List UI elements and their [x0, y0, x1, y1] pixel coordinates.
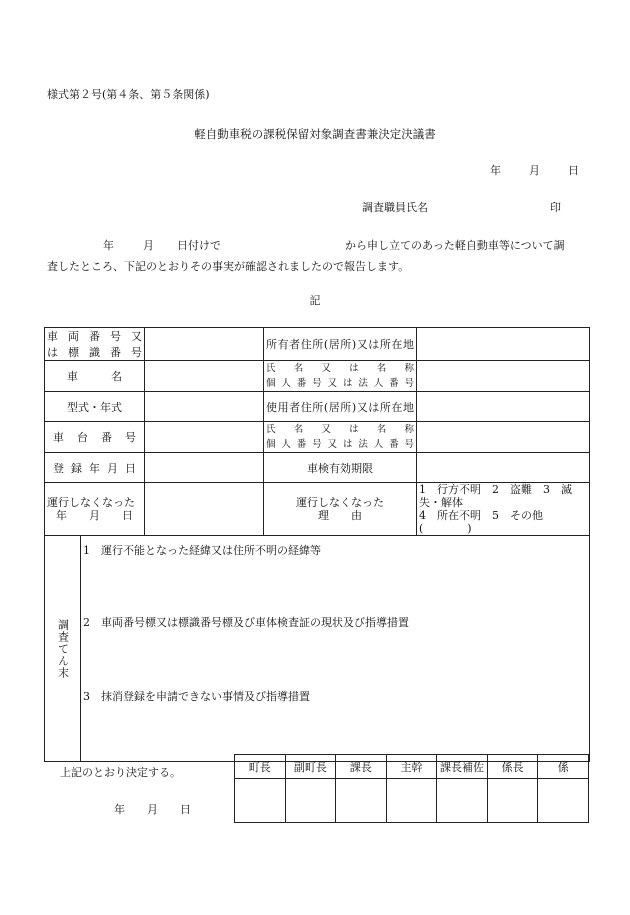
vehicle-info-table — [44, 327, 590, 762]
approval-header: 主幹 — [386, 755, 437, 779]
owner-address-label: 所有者住所(居所)又は所在地 — [264, 328, 417, 361]
approval-stamp-box[interactable] — [285, 779, 336, 823]
owner-name-id-labels — [264, 361, 417, 392]
inspector-label: 調査職員氏名 — [362, 201, 428, 214]
user-address-label: 使用者住所(居所)又は所在地 — [264, 392, 417, 422]
intro-middle: から申し立てのあった軽自動車等について調 — [345, 239, 565, 252]
date-day: 日 — [568, 164, 579, 177]
approval-header: 係長 — [487, 755, 538, 779]
investigation-item-2: 2 車両番号標又は標識番号標及び車体検査証の現状及び指導措置 — [83, 616, 409, 629]
approval-header: 課長補佐 — [437, 755, 488, 779]
intro-line2: 査したところ、下記のとおりその事実が確認されましたので報告します。 — [47, 260, 410, 273]
stopped-reason-label: 運行しなくなった 理 由 — [264, 483, 417, 536]
investigation-item-3: 3 抹消登録を申請できない事情及び指導措置 — [83, 690, 310, 703]
user-name-value[interactable] — [417, 422, 590, 453]
investigation-content[interactable] — [81, 536, 590, 762]
date-year: 年 — [490, 164, 501, 177]
user-address-value[interactable] — [417, 392, 590, 422]
investigation-item-1: 1 運行不能となった経緯又は住所不明の経緯等 — [83, 544, 321, 557]
intro-month: 月 — [143, 239, 154, 252]
report-date — [490, 162, 579, 178]
user-id-label: 個 人 番 号 又 は 法 人 番 号 — [266, 439, 414, 450]
user-name-label: 氏 名 又 は 名 称 — [266, 424, 414, 435]
approval-stamp-box[interactable] — [437, 779, 488, 823]
approval-stamp-box[interactable] — [386, 779, 437, 823]
approval-stamp-box[interactable] — [487, 779, 538, 823]
owner-name-label: 氏 名 又 は 名 称 — [266, 363, 414, 374]
chassis-number-value[interactable] — [145, 422, 264, 453]
stopped-date-value[interactable] — [145, 483, 264, 536]
document-title: 軽自動車税の課税保留対象調査書兼決定決議書 — [194, 127, 436, 141]
date-month: 月 — [529, 164, 540, 177]
approval-header: 係 — [538, 755, 589, 779]
owner-address-value[interactable] — [417, 328, 590, 361]
chassis-number-label: 車 台 番 号 — [45, 422, 145, 453]
approval-stamp-box[interactable] — [538, 779, 589, 823]
vehicle-number-label: 車 両 番 号 又 は 標 識 番 号 — [45, 328, 145, 361]
intro-year: 年 — [103, 239, 114, 252]
model-year-label: 型式・年式 — [45, 392, 145, 422]
approval-header: 課長 — [336, 755, 387, 779]
decision-statement: 上記のとおり決定する。 — [60, 766, 181, 779]
owner-name-value[interactable] — [417, 361, 590, 392]
approval-stamp-table — [234, 754, 589, 823]
approval-header: 町長 — [235, 755, 286, 779]
decision-date: 年 月 日 — [114, 803, 191, 816]
approval-stamp-box[interactable] — [336, 779, 387, 823]
stopped-date-label: 運行しなくなった 年 月 日 — [45, 483, 145, 536]
vehicle-name-label: 車 名 — [45, 361, 145, 392]
approval-stamp-box[interactable] — [235, 779, 286, 823]
user-name-id-labels — [264, 422, 417, 453]
owner-id-label: 個 人 番 号 又 は 法 人 番 号 — [266, 378, 414, 389]
approval-header: 副町長 — [285, 755, 336, 779]
model-year-value[interactable] — [145, 392, 264, 422]
registration-date-label: 登 録 年 月 日 — [45, 453, 145, 483]
inspection-expiry-value[interactable] — [417, 453, 590, 483]
vehicle-name-value[interactable] — [145, 361, 264, 392]
investigation-label: 調査てん末 — [56, 618, 70, 679]
registration-date-value[interactable] — [145, 453, 264, 483]
stopped-reason-options[interactable]: 1 行方不明 2 盗難 3 滅失・解体 4 所在不明 5 その他( ) — [417, 483, 590, 536]
investigation-label-cell — [45, 536, 81, 762]
inspection-expiry-label: 車検有効期限 — [264, 453, 417, 483]
vehicle-number-value[interactable] — [145, 328, 264, 361]
seal-mark: 印 — [550, 201, 561, 214]
ki-heading: 記 — [309, 294, 321, 307]
intro-day: 日付けで — [177, 239, 221, 252]
form-number: 様式第２号(第４条、第５条関係) — [47, 88, 210, 101]
